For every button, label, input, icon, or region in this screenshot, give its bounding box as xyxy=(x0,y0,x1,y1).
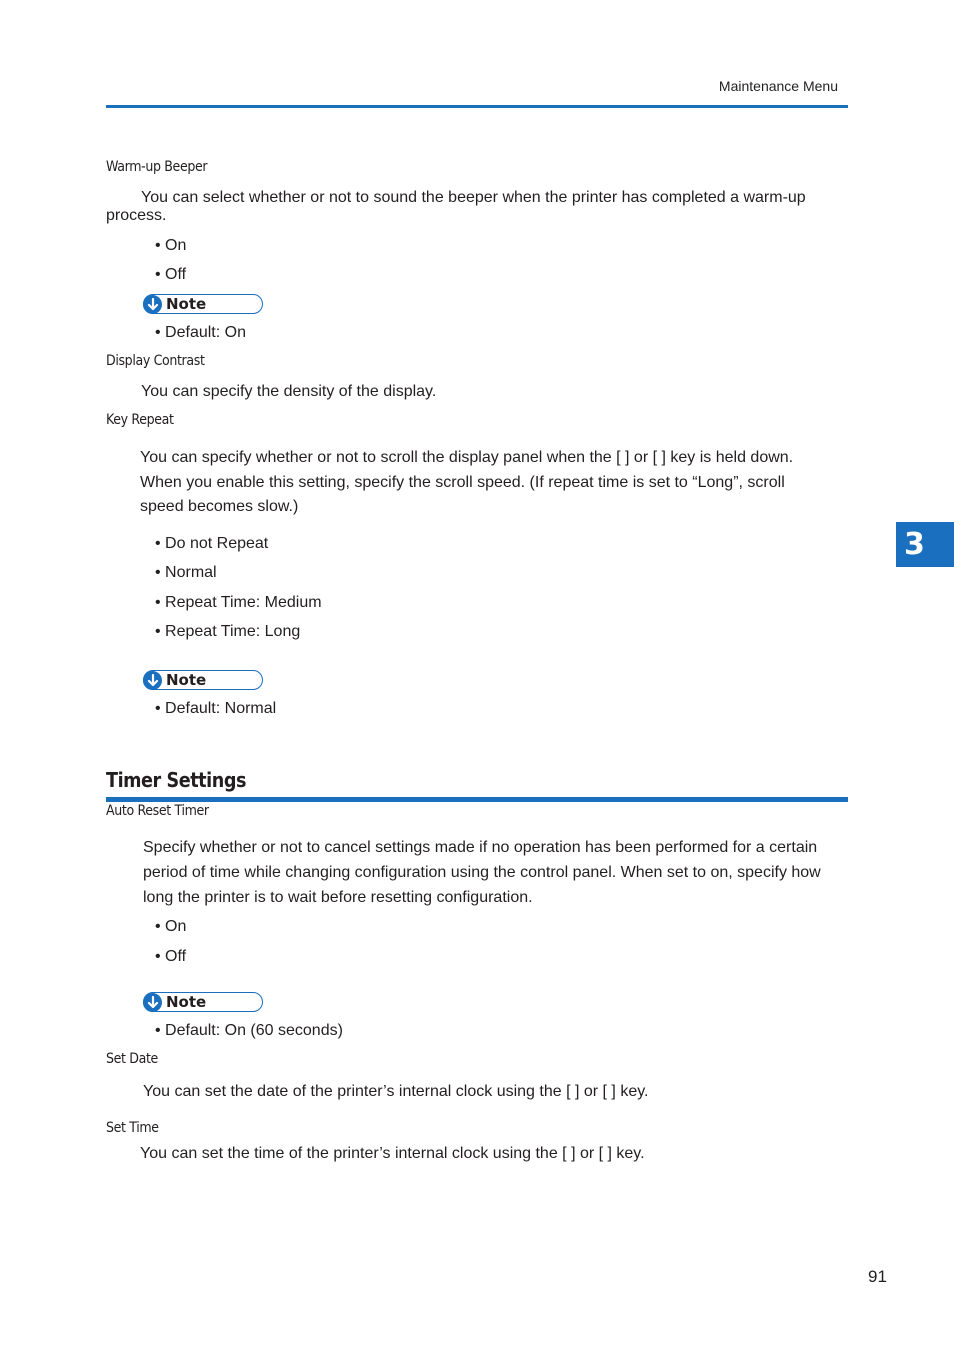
key-repeat-line-1: You can specify whether or not to scroll the display panel when the [ ] or [ ] key is held down. xyxy=(140,449,794,466)
warmup-text: You can select whether or not to sound the beeper when the printer has completed a warm-up process. xyxy=(106,189,806,224)
key-repeat-note-badge xyxy=(143,670,263,690)
down-arrow-icon xyxy=(143,295,162,314)
running-header: Maintenance Menu xyxy=(718,78,838,94)
key-repeat-option: • Do not Repeat xyxy=(155,535,269,552)
down-arrow-icon xyxy=(143,671,162,690)
down-arrow-icon xyxy=(143,993,162,1012)
set-date-text: You can set the date of the printer’s internal clock using the [ ] or [ ] key. xyxy=(143,1083,649,1100)
key-repeat-line-3: speed becomes slow.) xyxy=(140,498,299,515)
warmup-heading: Warm-up Beeper xyxy=(106,159,208,175)
set-time-text: You can set the time of the printer’s internal clock using the [ ] or [ ] key. xyxy=(140,1145,645,1162)
section-title-timer-settings: Timer Settings xyxy=(106,768,247,792)
auto-reset-default: • Default: On (60 seconds) xyxy=(155,1022,343,1039)
auto-reset-line-2: period of time while changing configuration using the control panel. When set to on, specify how xyxy=(143,864,821,881)
set-date-heading: Set Date xyxy=(106,1051,158,1067)
warmup-option-on: • On xyxy=(155,237,187,254)
warmup-option-off: • Off xyxy=(155,266,187,283)
warmup-note-badge xyxy=(143,294,263,314)
contrast-text: You can specify the density of the display. xyxy=(141,383,437,400)
auto-reset-option-off: • Off xyxy=(155,948,187,965)
section-rule xyxy=(106,797,848,802)
key-repeat-option: • Repeat Time: Long xyxy=(155,623,301,640)
auto-reset-line-3: long the printer is to wait before resetting configuration. xyxy=(143,889,533,906)
chapter-tab: 3 xyxy=(896,522,954,567)
key-repeat-default: • Default: Normal xyxy=(155,700,277,717)
warmup-default: • Default: On xyxy=(155,324,246,341)
set-time-heading: Set Time xyxy=(106,1120,159,1136)
note-label: Note xyxy=(166,295,207,313)
note-label: Note xyxy=(166,993,207,1011)
key-repeat-option: • Repeat Time: Medium xyxy=(155,594,322,611)
contrast-heading: Display Contrast xyxy=(106,353,205,369)
auto-reset-note-badge xyxy=(143,992,263,1012)
auto-reset-line-1: Specify whether or not to cancel settings made if no operation has been performed for a certain xyxy=(143,839,818,856)
key-repeat-option: • Normal xyxy=(155,564,217,581)
key-repeat-heading: Key Repeat xyxy=(106,412,174,428)
note-label: Note xyxy=(166,671,207,689)
auto-reset-heading: Auto Reset Timer xyxy=(106,803,209,819)
auto-reset-option-on: • On xyxy=(155,918,187,935)
header-rule xyxy=(106,105,848,108)
key-repeat-line-2: When you enable this setting, specify the scroll speed. (If repeat time is set to “Long”, scroll xyxy=(140,474,785,491)
page-number: 91 xyxy=(868,1267,887,1286)
